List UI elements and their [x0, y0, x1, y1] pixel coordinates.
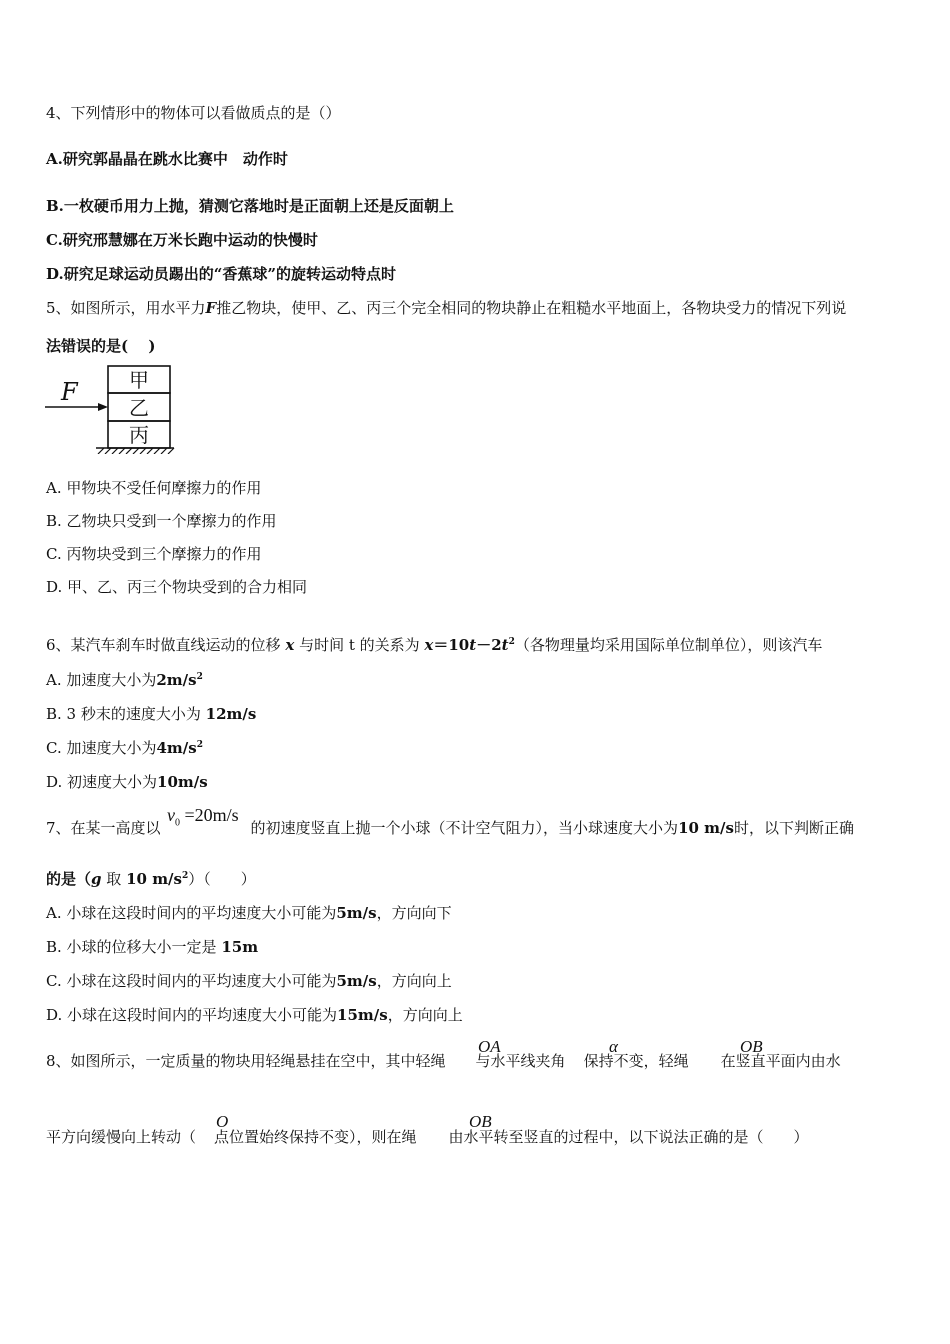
- q7-stem-line2: [46, 868, 256, 889]
- q8-stem-a: 8、如图所示，一定质量的物块用轻绳悬挂在空中，其中轻绳: [46, 1052, 446, 1070]
- q6-eq-t2: t: [501, 636, 509, 654]
- q6-stem-c: （各物理量均采用国际单位制单位），则该汽车: [514, 636, 823, 654]
- q7-option-d-tail: ，方向向上: [387, 1006, 463, 1024]
- q8-stem-b: 与水平线夹角: [475, 1052, 566, 1070]
- q7-option-d: [46, 1004, 463, 1025]
- q7-line2-val: 10 m/s: [126, 870, 182, 888]
- q5-option-c: C. 丙物块受到三个摩擦力的作用: [46, 545, 262, 563]
- q7-line2-g: g: [91, 870, 102, 888]
- q6-option-c-sup: 2: [196, 740, 203, 750]
- q7-stem-a: 7、在某一高度以: [46, 819, 161, 837]
- q6-option-a-value: 2m/s: [156, 671, 197, 689]
- q6-option-b-value: 12m/s: [205, 705, 257, 723]
- q7-line2-b: 取: [106, 870, 122, 888]
- q8-stem-c: 保持不变，轻绳: [583, 1052, 689, 1070]
- q4-option-a: A.研究郭晶晶在跳水比赛中 动作时: [46, 150, 288, 168]
- q5-ground-hatching: [98, 448, 174, 454]
- q8-ob-label: OB: [740, 1037, 763, 1056]
- q5-option-d: D. 甲、乙、丙三个物块受到的合力相同: [46, 578, 308, 596]
- q7-option-b-label: B. 小球的位移大小一定是: [46, 938, 217, 956]
- q6-eq-x: x: [424, 636, 434, 654]
- q8-stem-line1: [46, 1050, 841, 1071]
- q6-option-b: [46, 703, 256, 724]
- q6-option-a: [46, 669, 203, 690]
- q7-v0-eq: =20m/s: [184, 805, 239, 825]
- q7-v0-sub: 0: [175, 817, 180, 829]
- q6-eq-minus: －2: [476, 636, 502, 654]
- q5-force-var: F: [205, 299, 217, 317]
- q7-option-b-value: 15m: [221, 938, 259, 956]
- q5-option-b: B. 乙物块只受到一个摩擦力的作用: [46, 512, 277, 530]
- q7-line2-c: ）（ ）: [188, 870, 256, 888]
- q5-block-yi-label: 乙: [129, 396, 149, 420]
- q8-ob2-label: OB: [469, 1112, 492, 1131]
- q6-stem-b: 与时间 t 的关系为: [299, 636, 420, 654]
- q7-stem-b: 的初速度竖直上抛一个小球（不计空气阻力），当小球速度大小为: [250, 819, 679, 837]
- q6-option-d: [46, 771, 208, 792]
- q7-line2-sup: 2: [182, 871, 189, 881]
- q7-option-d-label: D. 小球在这段时间内的平均速度大小可能为: [46, 1006, 338, 1024]
- q6-option-b-label: B. 3 秒末的速度大小为: [46, 705, 201, 723]
- q4-stem: 4、下列情形中的物体可以看做质点的是（）: [46, 104, 341, 122]
- q7-option-d-value: 15m/s: [337, 1006, 388, 1024]
- q8-stem-line2: [46, 1126, 809, 1147]
- q7-option-c-label: C. 小球在这段时间内的平均速度大小可能为: [46, 972, 337, 990]
- q6-stem-a: 6、某汽车刹车时做直线运动的位移: [46, 636, 281, 654]
- q7-line2-a: 的是（: [46, 870, 92, 888]
- q4-option-b: B.一枚硬币用力上抛，猜测它落地时是正面朝上还是反面朝上: [46, 197, 454, 215]
- q8-stem-d: 在竖直平面内由水: [720, 1052, 841, 1070]
- q6-eq-sup: 2: [508, 637, 515, 647]
- q7-stem-val: 10 m/s: [678, 819, 734, 837]
- q6-option-c-label: C. 加速度大小为: [46, 739, 157, 757]
- q7-option-a-value: 5m/s: [336, 904, 377, 922]
- q8-alpha-label: α: [609, 1037, 618, 1056]
- q6-option-a-sup: 2: [196, 672, 203, 682]
- q7-option-c-tail: ，方向向上: [376, 972, 452, 990]
- q6-option-c: [46, 737, 203, 758]
- q8-line2-b: 点位置始终保持不变），则在绳: [214, 1128, 417, 1146]
- q7-option-a-tail: ，方向向下: [376, 904, 452, 922]
- q8-o-label: O: [216, 1112, 229, 1131]
- q8-line2-a: 平方向缓慢向上转动（: [46, 1128, 197, 1146]
- q7-option-c-value: 5m/s: [336, 972, 377, 990]
- q6-eq-t: t: [469, 636, 477, 654]
- q5-option-a: A. 甲物块不受任何摩擦力的作用: [46, 479, 262, 497]
- q6-option-d-value: 10m/s: [157, 773, 208, 791]
- q6-option-a-label: A. 加速度大小为: [46, 671, 157, 689]
- q5-block-figure: [44, 364, 176, 454]
- q6-option-d-label: D. 初速度大小为: [46, 773, 158, 791]
- q7-v0-v: v: [167, 805, 175, 825]
- q5-stem-b: 推乙物块，使甲、乙、丙三个完全相同的物块静止在粗糙水平地面上，各物块受力的情况下列说: [216, 299, 847, 317]
- q5-stem-line2: 法错误的是( ): [46, 337, 156, 355]
- q6-var-x: x: [285, 636, 295, 654]
- q7-stem-c: 时，以下判断正确: [733, 819, 854, 837]
- q8-line2-c: 由水平转至竖直的过程中，以下说法正确的是（ ）: [448, 1128, 809, 1146]
- q8-oa-label: OA: [478, 1037, 501, 1056]
- q5-stem-line1: [46, 297, 846, 318]
- q6-stem: [46, 634, 822, 655]
- q5-block-jia-label: 甲: [129, 368, 149, 392]
- q7-option-b: [46, 936, 258, 957]
- q6-eq-mid: ＝10: [433, 636, 470, 654]
- q4-option-c: C.研究邢慧娜在万米长跑中运动的快慢时: [46, 231, 318, 249]
- q7-option-a: [46, 902, 452, 923]
- q4-option-d: D.研究足球运动员踢出的“香蕉球”的旋转运动特点时: [46, 265, 396, 283]
- q7-v0-expression: [167, 805, 239, 829]
- q5-stem-a: 5、如图所示，用水平力: [46, 299, 206, 317]
- q7-option-c: [46, 970, 452, 991]
- q7-option-a-label: A. 小球在这段时间内的平均速度大小可能为: [46, 904, 337, 922]
- q5-force-arrow-head: [98, 403, 108, 411]
- q5-block-bing-label: 丙: [129, 423, 149, 447]
- q6-option-c-value: 4m/s: [156, 739, 197, 757]
- q5-figure-force-label: F: [61, 378, 78, 406]
